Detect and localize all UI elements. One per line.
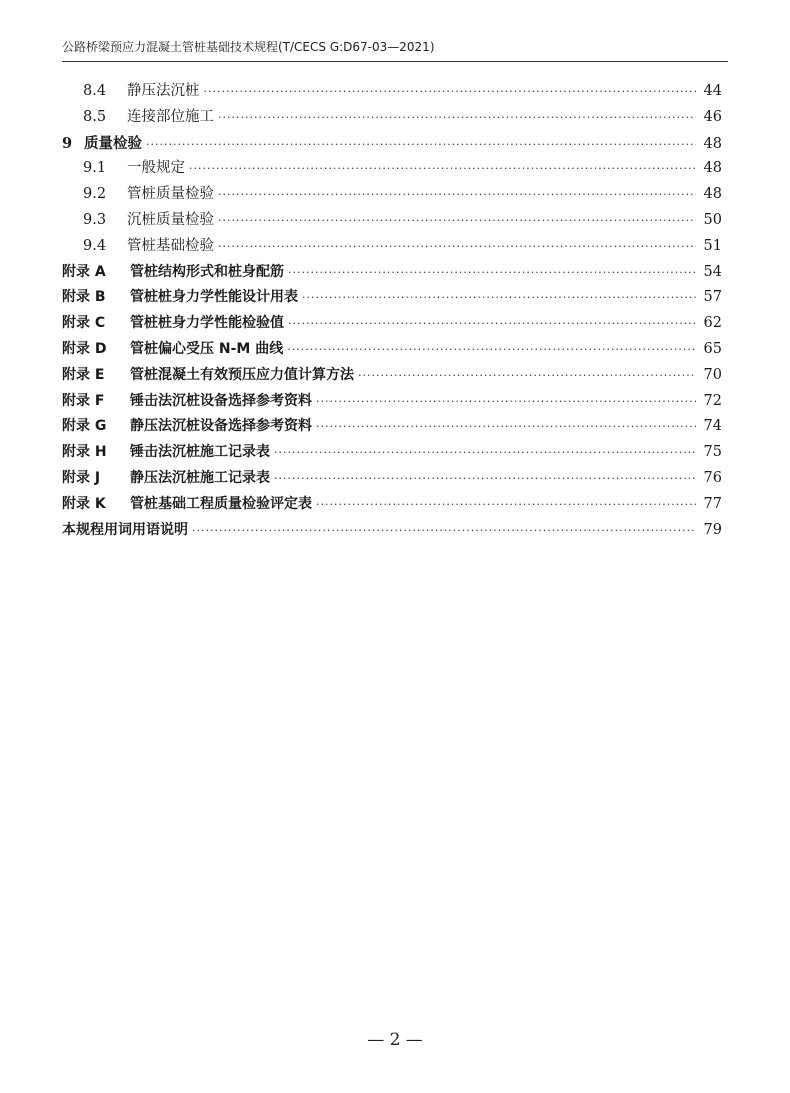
toc-entry-page: 44 — [703, 83, 722, 99]
leader-dots — [218, 105, 696, 131]
leader-dots — [274, 440, 696, 466]
toc-entry-page: 48 — [703, 160, 722, 177]
toc-entry-title: 管桩质量检验 — [127, 186, 214, 203]
toc-entry-9-3[interactable] — [62, 208, 722, 234]
toc-entry-page: 57 — [703, 289, 722, 306]
toc-entry-page: 51 — [703, 237, 722, 254]
leader-dots — [218, 208, 696, 234]
leader-dots — [288, 311, 696, 337]
leader-dots — [274, 466, 696, 492]
toc-entry-title: 质量检验 — [84, 134, 142, 152]
toc-entry-9-1[interactable] — [62, 156, 722, 182]
toc-entry-page: 76 — [703, 469, 722, 486]
toc-entry-page: 48 — [703, 186, 722, 203]
toc-entry-appendix-j[interactable] — [62, 466, 722, 492]
leader-dots — [192, 518, 696, 544]
toc-entry-number: 附录 J — [62, 469, 101, 486]
toc-entry-number: 9.1 — [83, 160, 107, 177]
toc-entry-8-4[interactable] — [62, 79, 722, 105]
leader-dots — [358, 363, 696, 389]
table-of-contents — [62, 79, 722, 543]
toc-entry-title: 管桩基础检验 — [127, 237, 214, 254]
leader-dots — [218, 234, 696, 260]
toc-entry-title: 静压法沉桩 — [127, 83, 200, 99]
toc-entry-title: 本规程用词用语说明 — [62, 521, 188, 538]
toc-entry-page: 62 — [703, 315, 722, 332]
toc-entry-title: 静压法沉桩设备选择参考资料 — [130, 418, 312, 435]
leader-dots — [302, 285, 696, 311]
leader-dots — [146, 132, 696, 158]
toc-entry-number: 附录 B — [62, 289, 106, 306]
toc-entry-number: 9 — [62, 134, 73, 152]
toc-entry-title: 锤击法沉桩设备选择参考资料 — [130, 392, 312, 409]
toc-entry-9-2[interactable] — [62, 182, 722, 208]
toc-entry-page: 77 — [703, 495, 722, 512]
toc-entry-title: 管桩混凝土有效预压应力值计算方法 — [130, 366, 354, 383]
toc-entry-appendix-e[interactable] — [62, 363, 722, 389]
toc-entry-title: 管桩基础工程质量检验评定表 — [130, 495, 312, 512]
toc-entry-number: 附录 C — [62, 315, 106, 332]
toc-entry-title: 沉桩质量检验 — [127, 211, 214, 228]
toc-entry-appendix-g[interactable] — [62, 414, 722, 440]
toc-entry-number: 附录 K — [62, 495, 106, 512]
toc-entry-title: 一般规定 — [127, 160, 185, 177]
toc-entry-number: 附录 H — [62, 444, 107, 461]
toc-entry-appendix-c[interactable] — [62, 311, 722, 337]
toc-entry-page: 54 — [703, 263, 722, 280]
toc-entry-8-5[interactable] — [62, 105, 722, 131]
leader-dots — [218, 182, 696, 208]
toc-entry-page: 79 — [703, 521, 722, 538]
toc-entry-chapter-9[interactable] — [62, 131, 722, 157]
toc-entry-page: 65 — [703, 340, 722, 357]
toc-entry-page: 75 — [703, 444, 722, 461]
toc-entry-appendix-k[interactable] — [62, 492, 722, 518]
toc-entry-appendix-a[interactable] — [62, 260, 722, 286]
toc-entry-page: 70 — [703, 366, 722, 383]
toc-entry-number: 附录 E — [62, 366, 105, 383]
toc-entry-terminology[interactable] — [62, 518, 722, 544]
toc-entry-title: 管桩桩身力学性能检验值 — [130, 315, 284, 332]
leader-dots — [204, 79, 697, 105]
toc-entry-page: 74 — [703, 418, 722, 435]
toc-entry-9-4[interactable] — [62, 234, 722, 260]
leader-dots — [287, 337, 696, 363]
toc-entry-appendix-f[interactable] — [62, 389, 722, 415]
toc-entry-number: 9.4 — [83, 237, 107, 254]
header-rule — [62, 61, 728, 62]
toc-entry-page: 72 — [703, 392, 722, 409]
toc-entry-title: 锤击法沉桩施工记录表 — [130, 444, 270, 461]
leader-dots — [189, 156, 696, 182]
leader-dots — [316, 389, 696, 415]
toc-entry-number: 9.2 — [83, 186, 107, 203]
toc-entry-number: 9.3 — [83, 211, 107, 228]
leader-dots — [316, 492, 696, 518]
page-number: — 2 — — [367, 1030, 423, 1050]
toc-entry-title: 静压法沉桩施工记录表 — [130, 469, 270, 486]
toc-entry-number: 附录 A — [62, 263, 106, 280]
toc-entry-number: 附录 D — [62, 340, 107, 357]
toc-entry-number: 8.4 — [83, 83, 107, 99]
toc-entry-appendix-d[interactable] — [62, 337, 722, 363]
toc-entry-number: 附录 F — [62, 392, 105, 409]
toc-entry-title: 管桩偏心受压 N-M 曲线 — [130, 340, 284, 357]
toc-entry-number: 附录 G — [62, 418, 107, 435]
toc-entry-appendix-h[interactable] — [62, 440, 722, 466]
toc-entry-title: 连接部位施工 — [127, 108, 214, 125]
running-header: 公路桥梁预应力混凝土管桩基础技术规程(T/CECS G:D67-03—2021) — [62, 40, 435, 54]
toc-entry-page: 46 — [703, 108, 722, 125]
toc-entry-title: 管桩结构形式和桩身配筋 — [130, 263, 284, 280]
leader-dots — [316, 414, 696, 440]
leader-dots — [288, 260, 696, 286]
toc-entry-page: 48 — [703, 135, 722, 152]
toc-entry-page: 50 — [703, 211, 722, 228]
toc-entry-title: 管桩桩身力学性能设计用表 — [130, 289, 298, 306]
toc-entry-number: 8.5 — [83, 108, 107, 125]
toc-entry-appendix-b[interactable] — [62, 285, 722, 311]
